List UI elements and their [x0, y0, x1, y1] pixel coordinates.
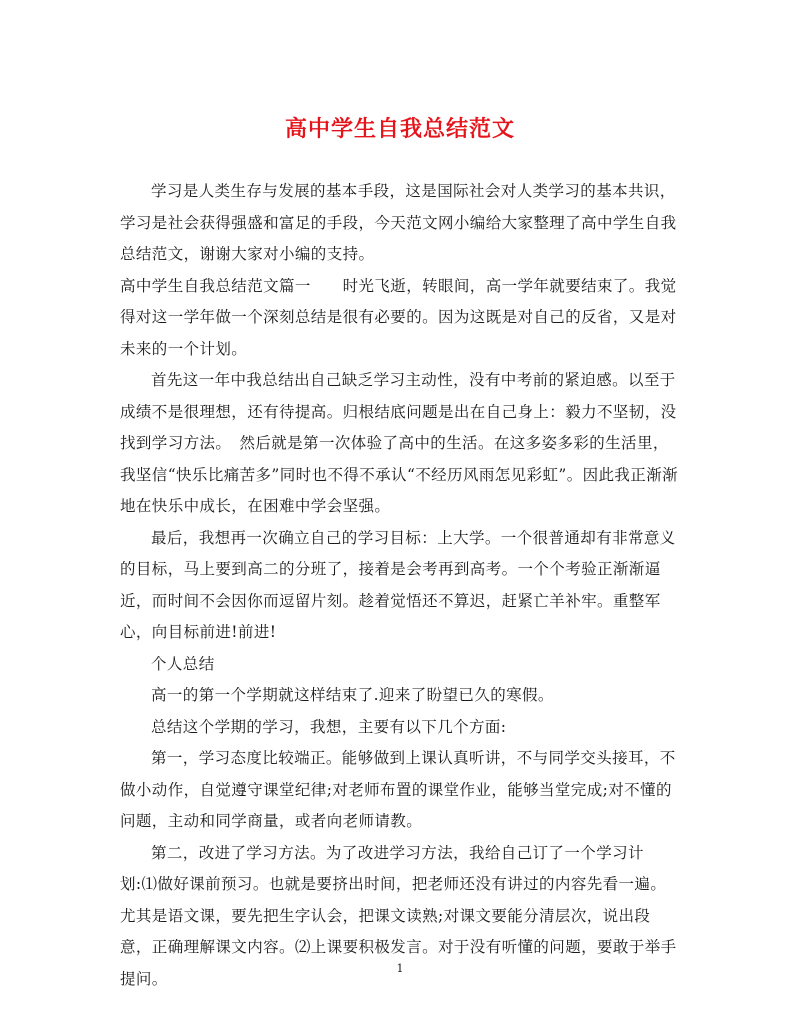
document-body — [120, 176, 680, 995]
paragraph: 第一，学习态度比较端正。能够做到上课认真听讲，不与同学交头接耳，不做小动作，自觉遵守课堂纪律;对老师布置的课堂作业，能够当堂完成;对不懂的问题，主动和同学商量，或者向老师请教。 — [120, 749, 676, 830]
paragraph: 第二，改进了学习方法。为了改进学习方法，我给自己订了一个学习计划:⑴做好课前预习。也就是要挤出时间，把老师还没有讲过的内容先看一遍。尤其是语文课，要先把生字认会，把课文读熟;对课文要能分清层次，说出段意，正确理解课文内容。⑵上课要积极发言。对于没有听懂的问题，要敢于举手提问。 — [120, 843, 677, 988]
paragraph: 学习是人类生存与发展的基本手段，这是国际社会对人类学习的基本共识，学习是社会获得强盛和富足的手段，今天范文网小编给大家整理了高中学生自我总结范文，谢谢大家对小编的支持。 — [120, 182, 677, 263]
paragraph: 总结这个学期的学习，我想，主要有以下几个方面: — [151, 717, 507, 736]
paragraph: 高中学生自我总结范文篇一 时光飞逝，转眼间，高一学年就要结束了。我觉得对这一学年做一个深刻总结是很有必要的。因为这既是对自己的反省，又是对未来的一个计划。 — [120, 276, 677, 358]
page-number: 1 — [396, 962, 404, 975]
paragraph: 个人总结 — [151, 654, 215, 673]
paragraph: 高一的第一个学期就这样结束了.迎来了盼望已久的寒假。 — [151, 686, 554, 704]
paragraph: 最后，我想再一次确立自己的学习目标：上大学。一个很普通却有非常意义的目标，马上要到高二的分班了，接着是会考再到高考。一个个考验正渐渐逼近，而时间不会因你而逗留片刻。趁着觉悟还不算迟，赶紧亡羊补牢。重整军心，向目标前进!前进! — [120, 528, 676, 641]
paragraph: 首先这一年中我总结出自己缺乏学习主动性，没有中考前的紧迫感。以至于成绩不是很理想，还有待提高。归根结底问题是出在自己身上：毅力不坚韧，没找到学习方法。 然后就是第一次体验了高中的生活。在这多姿多彩的生活里，我坚信“快乐比痛苦多”同时也不得不承认“不经历风雨怎见彩虹”。因此我正渐渐地在快乐中成长，在困难中学会坚强。 — [120, 371, 678, 515]
document-title: 高中学生自我总结范文 — [284, 116, 515, 142]
